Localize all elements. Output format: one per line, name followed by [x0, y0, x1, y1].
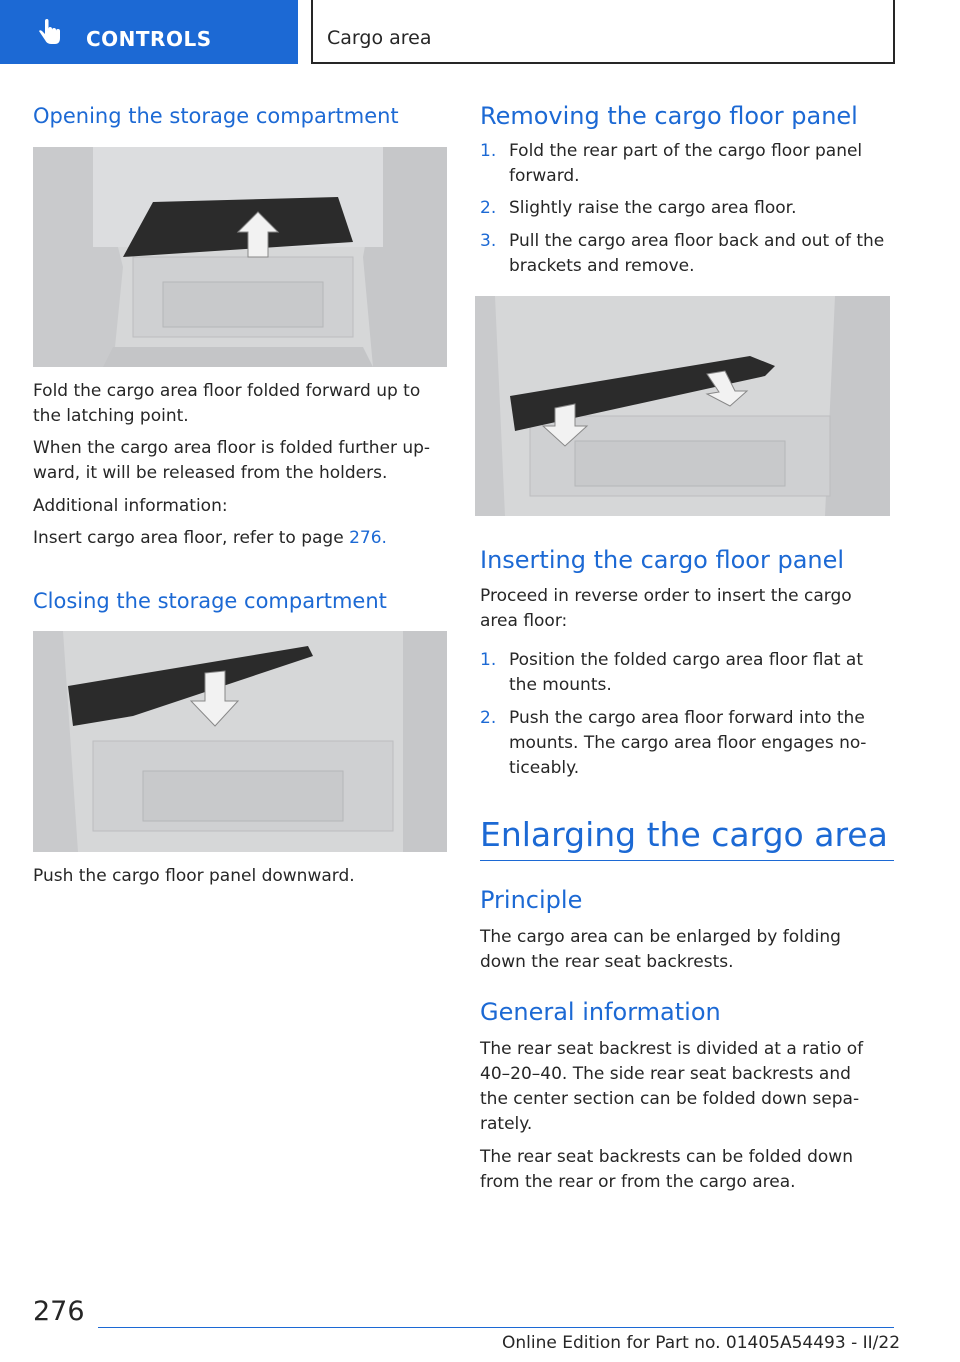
- general-info-paragraph-1: The rear seat backrest is divided at a ratio of 40–20–40. The side rear seat backrests and the center section can be folded down sepa‐ rately.: [480, 1039, 864, 1134]
- section-tab: [0, 0, 298, 64]
- general-info-heading: General information: [480, 998, 721, 1026]
- opening-paragraph-2: When the cargo area floor is folded further up‐ ward, it will be released from the holders.: [33, 438, 431, 483]
- principle-heading: Principle: [480, 886, 583, 914]
- figure-opening-compartment: [33, 147, 447, 367]
- general-info-paragraph-2: The rear seat backrests can be folded down from the rear or from the cargo area.: [480, 1147, 853, 1192]
- inserting-heading: Inserting the cargo floor panel: [480, 546, 845, 574]
- inserting-intro: Proceed in reverse order to insert the cargo area floor:: [480, 586, 852, 631]
- opening-paragraph-1: Fold the cargo area floor folded forward up to the latching point.: [33, 381, 421, 426]
- page-title: Cargo area: [327, 27, 432, 49]
- figure-removing-panel: [475, 296, 890, 516]
- section-divider: [480, 860, 894, 861]
- edition-note: Online Edition for Part no. 01405A54493 - II/22: [502, 1333, 901, 1353]
- closing-heading: Closing the storage compartment: [33, 589, 387, 613]
- insert-reference: Insert cargo area floor, refer to page 276.: [33, 528, 387, 548]
- page-number: 276: [33, 1296, 85, 1327]
- figure-closing-compartment: [33, 631, 447, 852]
- hand-pointer-icon: [34, 18, 64, 48]
- enlarging-heading: Enlarging the cargo area: [480, 815, 888, 854]
- principle-paragraph: The cargo area can be enlarged by folding down the rear seat backrests.: [480, 927, 841, 972]
- closing-paragraph: Push the cargo floor panel downward.: [33, 866, 355, 886]
- page-link[interactable]: 276: [349, 528, 382, 548]
- footer-divider: [98, 1327, 894, 1328]
- removing-heading: Removing the cargo floor panel: [480, 102, 858, 130]
- opening-heading: Opening the storage compartment: [33, 104, 399, 128]
- page-title-box: [311, 0, 895, 64]
- section-label: CONTROLS: [86, 27, 212, 51]
- additional-info-label: Additional information:: [33, 496, 228, 516]
